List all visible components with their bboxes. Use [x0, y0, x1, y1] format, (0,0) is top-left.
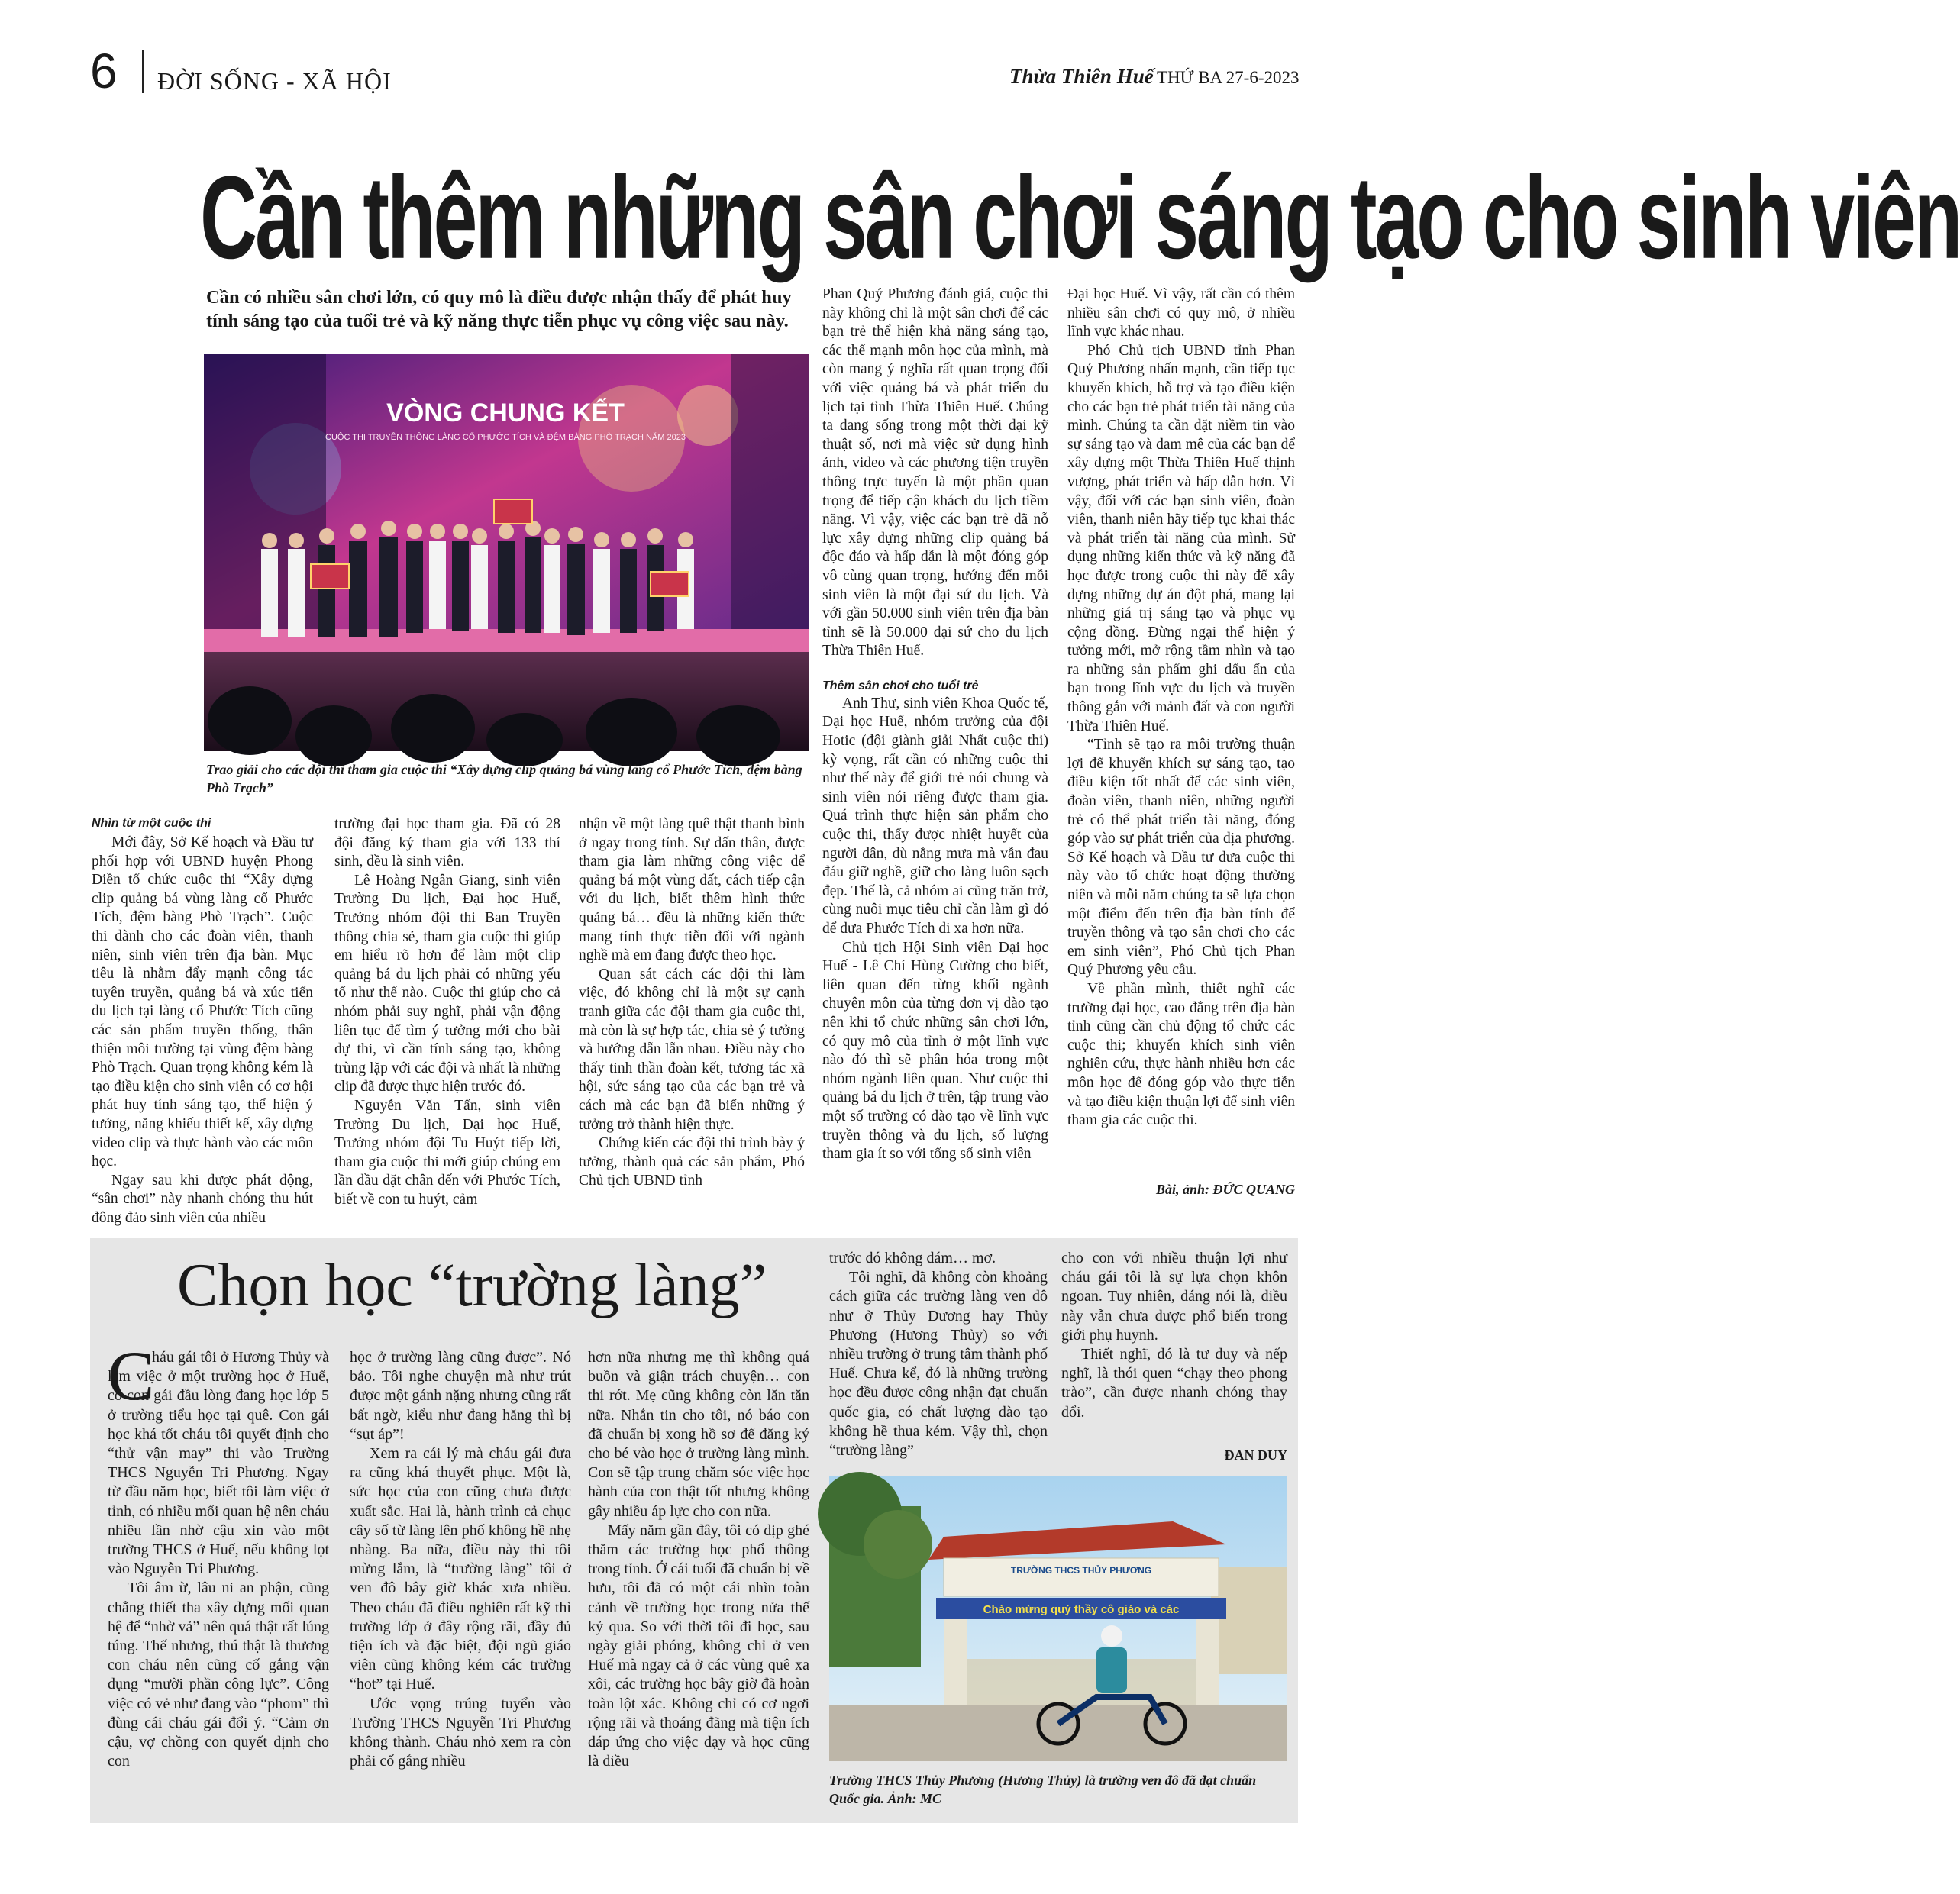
welcome-banner: Chào mừng quý thầy cô giáo và các [983, 1603, 1180, 1616]
article-1-column-1 [92, 834, 313, 1228]
paragraph: Mới đây, Sở Kế hoạch và Đầu tư phối hợp với UBND huyện Phong Điền tổ chức cuộc thi “Xây dựng clip quảng bá vùng làng cổ Phước Tích, đệm bàng Phò Trạch”. Cuộc thi dành cho các đoàn viên, thanh niên, sinh viên trên địa bàn. Mục tiêu là nhằm đẩy mạnh công tác tuyên truyền, quảng bá và xúc tiến du lịch tại làng cổ Phước Tích cũng các sản phẩm truyền thống, thân thiện môi trường tại vùng đệm bàng Phò Trạch. Quan trọng không kém là tạo điều kiện cho sinh viên có cơ hội phát huy tính sáng tạo, thể hiện ý tưởng, năng khiếu thiết kế, xây dựng video clip và thực hành vào các môn học. [92, 834, 313, 1170]
paragraph: trường đại học tham gia. Đã có 28 đội đăng ký tham gia với 133 thí sinh, đều là sinh viên. [334, 816, 560, 870]
article-1-subhead-1: Nhìn từ một cuộc thi [92, 817, 211, 830]
paragraph: Lê Hoàng Ngân Giang, sinh viên Trường Du lịch, Đại học Huế, Trưởng nhóm đội thi Ban Truyền thông chia sẻ, tham gia cuộc thi giúp em hiểu rõ hơn để làm một clip quảng bá du lịch phải có những yếu tố như thế nào. Cuộc thi giúp cho cả nhóm phải suy nghĩ, phải vận động liên tục để tìm ý tưởng mới cho bài dự thi, vì cần tính sáng tạo, không trùng lặp với các đội và nhất là những clip đã được thực hiện trước đó. [334, 872, 560, 1095]
paragraph: trước đó không dám… mơ. [829, 1250, 996, 1266]
paragraph: Phan Quý Phương đánh giá, cuộc thi này không chỉ là một sân chơi để các bạn trẻ thể hiện khả năng sáng tạo, các thế mạnh môn học của mình, mà còn mang ý nghĩa rất quan trọng đối với việc quảng bá và phát triển du lịch tại tỉnh Thừa Thiên Huế. Chúng ta đang sống trong một thời đại kỹ thuật số, nơi mà việc sử dụng hình ảnh, video và các phương tiện truyền thông trực tuyến là một phần quan trọng để tiếp cận khách du lịch tiềm năng. Vì vậy, việc các bạn trẻ đã nỗ lực xây dựng những clip quảng bá độc đáo và hấp dẫn là một đóng góp vô cùng quan trọng, hướng đến mỗi sinh viên là một đại sứ du lịch. Và với gần 50.000 sinh viên trên địa bàn tỉnh sẽ là 50.000 đại sứ cho du lịch Thừa Thiên Huế. [822, 286, 1048, 660]
paragraph: Thiết nghĩ, đó là tư duy và nếp nghĩ, là thói quen “chạy theo phong trào”, cần được nhanh chóng thay đổi. [1061, 1346, 1287, 1421]
paragraph: nhận về một làng quê thật thanh bình ở ngay trong tỉnh. Sự dấn thân, được tham gia làm những công việc để quảng bá một vùng đất, cách tiếp cận với du lịch, biết thêm hình thức quảng bá… đều là những kiến thức mang tính thực tiễn đối với ngành nghề mà em đang được theo học. [579, 816, 805, 964]
article-2-column-5 [1061, 1249, 1287, 1422]
article-2-photo-caption: Trường THCS Thủy Phương (Hương Thủy) là trường ven đô đã đạt chuẩn Quốc gia. Ảnh: MC [829, 1773, 1257, 1806]
paragraph: Về phần mình, thiết nghĩ các trường đại học, cao đẳng trên địa bàn tỉnh cũng cần chủ động tổ chức các cuộc thi; khuyến khích sinh viên nghiên cứu, thực hành nhiều hơn các môn học để đóng góp vào thực tiễn và tạo điều kiện thuận lợi để sinh viên tham gia các cuộc thi. [1067, 980, 1295, 1129]
school-gate-title: TRƯỜNG THCS THỦY PHƯƠNG [1010, 1565, 1152, 1576]
paragraph: Tôi nghĩ, đã không còn khoảng cách giữa các trường làng ven đô như ở Thủy Dương hay Thủy Phương (Hương Thủy) so với nhiều trường ở trung tâm thành phố Huế. Chưa kể, đó là những trường học đều được công nhận đạt chuẩn quốc gia, có chất lượng đào tạo không hề thua kém. Vậy thì, chọn “trường làng” [829, 1269, 1048, 1460]
paragraph: Ước vọng trúng tuyển vào Trường THCS Nguyễn Tri Phương không thành. Cháu nhỏ xem ra còn phải cố gắng nhiều [350, 1695, 571, 1770]
paragraph: Chứng kiến các đội thi trình bày ý tưởng, thành quả các sản phẩm, Phó Chủ tịch UBND tỉnh [579, 1135, 805, 1189]
stage-banner-subtitle: CUỘC THI TRUYỀN THÔNG LÀNG CỔ PHƯỚC TÍCH VÀ ĐỆM BÀNG PHÒ TRẠCH NĂM 2023 [325, 433, 686, 442]
paragraph: Chủ tịch Hội Sinh viên Đại học Huế - Lê Chí Hùng Cường cho biết, liên quan đến từng khối ngành chuyên môn của từng đơn vị đào tạo nên khi tổ chức những sân chơi lớn, có quy mô của tỉnh ở một lĩnh vực nào đó thì sẽ phân hóa trong một nhóm ngành liên quan. Như cuộc thi quảng bá du lịch ở trên, tập trung vào một số trường có đào tạo về lĩnh vực truyền thông và du lịch, số lượng tham gia ít so với tổng số sinh viên [822, 939, 1048, 1163]
paragraph: Tôi âm ừ, lâu ni an phận, cũng chẳng thiết tha xây dựng mối quan hệ để “nhờ vả” nên quá thật rất lúng túng. Thế nhưng, thú thật là thương con cháu nên cũng cố gắng vận dụng “mười phần công lực”. Công việc có vẻ như đang vào “phom” thì đùng cái cháu gái đổi ý. “Cảm ơn cậu, vợ chồng con quyết định cho con [108, 1579, 329, 1770]
paragraph: Nguyễn Văn Tấn, sinh viên Trường Du lịch, Đại học Huế, Trưởng nhóm đội Tu Huýt tiếp lời, tham gia cuộc thi mới giúp chúng em lần đầu đặt chân đến với Phước Tích, biết về con tu huýt, cảm [334, 1097, 560, 1208]
paragraph: Mấy năm gần đây, tôi có dịp ghé thăm các trường học phổ thông trong tỉnh. Ở cái tuổi đã chuẩn bị về hưu, tôi đã có một cái nhìn toàn cảnh về trường học trong nửa thế kỷ qua. So với thời tôi đi học, sau ngày giải phóng, không chỉ ở ven Huế mà ngay cả ở các vùng quê xa xôi, các trường học bây giờ đã hoàn toàn lột xác. Không chỉ có cơ ngơi rộng rãi và thoáng đãng mà tiện ích đáp ứng cho việc dạy và học cũng là điều [588, 1521, 809, 1770]
paragraph: hơn nữa nhưng mẹ thì không quá buồn và giận trách chuyện… con thi rớt. Mẹ cũng không còn lăn tăn nữa. Nhắn tin cho tôi, nó báo con đã chuẩn bị xong hồ sơ để đăng ký cho bé vào học ở trường làng mình. Con sẽ tập trung chăm sóc việc học hành của con thật tốt nhưng không gây nhiều áp lực cho con nữa. [588, 1349, 809, 1520]
article-1-column-5 [1067, 286, 1295, 1131]
article-1-photo-caption: Trao giải cho các đội thi tham gia cuộc thi “Xây dựng clip quảng bá vùng làng cổ Phước Tích, đệm bàng Phò Trạch” [206, 762, 802, 795]
paragraph: học ở trường làng cũng được”. Nó bảo. Tôi nghe chuyện mà như trút được một gánh nặng nhưng cũng rất bất ngờ, kiểu như đang hăng thì bị “sụt áp”! [350, 1349, 571, 1443]
paragraph: Anh Thư, sinh viên Khoa Quốc tế, Đại học Huế, nhóm trưởng của đội Hotic (đội giành giải Nhất cuộc thi) kỳ vọng, rất cần có những cuộc thi như thế này để giới trẻ nói chung và sinh viên nói riêng được tham gia. Quá trình thực hiện sản phẩm cho cuộc thi, thấy được nhiệt huyết của người dân, dù nắng mưa mà vẫn đau đáu giữ nghề, giữ cho làng luôn sạch đẹp. Thế là, cả nhóm ai cũng trăn trở, cùng nuôi mục tiêu chỉ cần làm gì đó để đưa Phước Tích đi xa hơn nữa. [822, 695, 1048, 937]
article-2-byline: ĐAN DUY [1224, 1447, 1287, 1463]
article-1-headline: Cần thêm những sân chơi sáng tạo cho sinh viên [200, 153, 1960, 284]
issue-date: THỨ BA 27-6-2023 [1157, 68, 1300, 87]
article-1-lead: Cần có nhiều sân chơi lớn, có quy mô là điều được nhận thấy để phát huy tính sáng tạo của tuổi trẻ và kỹ năng thực tiễn phục vụ công việc sau này. [206, 287, 792, 331]
article-1-photo [204, 354, 809, 751]
article-2-column-1 [108, 1348, 329, 1771]
school-gate-illustration [829, 1476, 1287, 1761]
article-1-column-2 [334, 815, 560, 1209]
article-2-column-3 [588, 1348, 809, 1771]
article-2-headline: Chọn học “trường làng” [177, 1252, 767, 1319]
paragraph: Quan sát cách các đội thi làm việc, đó không chỉ là một sự cạnh tranh giữa các đội tham gia cuộc thi, mà còn là sự hợp tác, chia sẻ ý tưởng và hướng dẫn lẫn nhau. Điều này cho thấy tinh thần đoàn kết, tương tác xã hội, sức sáng tạo của các bạn trẻ và cách mà các bạn đã biến những ý tưởng trở thành hiện thực. [579, 966, 805, 1133]
dropcap: C [108, 1337, 155, 1415]
article-2-column-2 [350, 1348, 571, 1771]
paragraph: Xem ra cái lý mà cháu gái đưa ra cũng khá thuyết phục. Một là, sức học của con cũng chưa được xuất sắc. Hai là, hành trình cả chục cây số từ làng lên phố không hề nhẹ nhàng. Ba nữa, điều này thì tôi mừng lắm, là “trường làng” tôi ở ven đô bây giờ khác xưa nhiều. Theo cháu đã điều nghiên rất kỹ thì trường lớp ở đây rộng rãi, đầy đủ tiện ích và đặc biệt, đội ngũ giáo viên cũng không kém các trường “hot” tại Huế. [350, 1445, 571, 1693]
newspaper-name: Thừa Thiên Huế [1009, 65, 1154, 88]
stage-banner-title: VÒNG CHUNG KẾT [386, 398, 625, 428]
article-2-photo [829, 1476, 1287, 1761]
paragraph: háu gái tôi ở Hương Thủy và làm việc ở một trường học ở Huế, có con gái đầu lòng đang học lớp 5 ở trường tiểu học tại quê. Con gái học khá tốt cháu tôi quyết định cho “thử vận may” thi vào Trường THCS Nguyễn Tri Phương. Ngay từ đầu năm học, biết tôi làm việc ở tỉnh, có nhiều mối quan hệ nên cháu nhiều lần nhờ cậu xin vào một trường THCS ở Huế, nếu không lọt vào Nguyễn Tri Phương. [108, 1349, 329, 1578]
article-2-column-4 [829, 1249, 1048, 1460]
paragraph: Phó Chủ tịch UBND tỉnh Phan Quý Phương nhấn mạnh, cần tiếp tục khuyến khích, hỗ trợ và tạo điều kiện cho các bạn trẻ phát triển tài năng của mình. Chúng ta cần đặt niềm tin vào sự sáng tạo và đam mê của các bạn để xây dựng một Thừa Thiên Huế thịnh vượng, phát triển và hấp dẫn hơn. Vì vậy, đối với các bạn sinh viên, đoàn viên, thanh niên hãy tiếp tục khai thác và phát triển tài năng của mình. Sử dụng những kiến thức và kỹ năng đã học được trong cuộc thi này để xây dựng những dự án đột phá, mang lại những giá trị sáng tạo và phục vụ cộng đồng. Đừng ngại thể hiện ý tưởng mới, mở rộng tầm nhìn và tạo ra những sản phẩm ghi dấu ấn của bạn trong lĩnh vực du lịch và truyền thông gắn với mảnh đất và con người Thừa Thiên Huế. [1067, 342, 1295, 734]
page-number: 6 [90, 44, 118, 98]
paragraph: Đại học Huế. Vì vậy, rất cần có thêm nhiều sân chơi có quy mô, ở nhiều lĩnh vực khác nhau. [1067, 286, 1295, 340]
header-divider [142, 50, 144, 93]
article-1-byline: Bài, ảnh: ĐỨC QUANG [1156, 1182, 1295, 1197]
article-1-column-4 [822, 286, 1048, 1164]
award-ceremony-illustration [204, 354, 809, 751]
paragraph: cho con với nhiều thuận lợi như cháu gái tôi là sự lựa chọn khôn ngoan. Tuy nhiên, đáng nói là, điều này vẫn chưa được phổ biến trong giới phụ huynh. [1061, 1250, 1287, 1344]
article-1-column-3 [579, 815, 805, 1191]
paragraph: Ngay sau khi được phát động, “sân chơi” này nhanh chóng thu hút đông đảo sinh viên của nhiều [92, 1172, 313, 1226]
article-1-subhead-2: Thêm sân chơi cho tuổi trẻ [822, 679, 979, 692]
paragraph: “Tỉnh sẽ tạo ra môi trường thuận lợi để khuyến khích sự sáng tạo, tạo điều kiện tốt nhất để các sinh viên, đoàn viên, thanh niên, những người trẻ có thể phát triển tài năng, đóng góp vào sự phát triển của địa phương. Sở Kế hoạch và Đầu tư đưa cuộc thi này vào tổ chức hoạt động thường niên và mỗi năm chúng ta sẽ lựa chọn một điểm đến trên địa bàn tỉnh để truyền thông và tạo sân chơi cho các em sinh viên”, Phó Chủ tịch Phan Quý Phương yêu cầu. [1067, 737, 1295, 979]
section-name: ĐỜI SỐNG - XÃ HỘI [157, 67, 392, 95]
